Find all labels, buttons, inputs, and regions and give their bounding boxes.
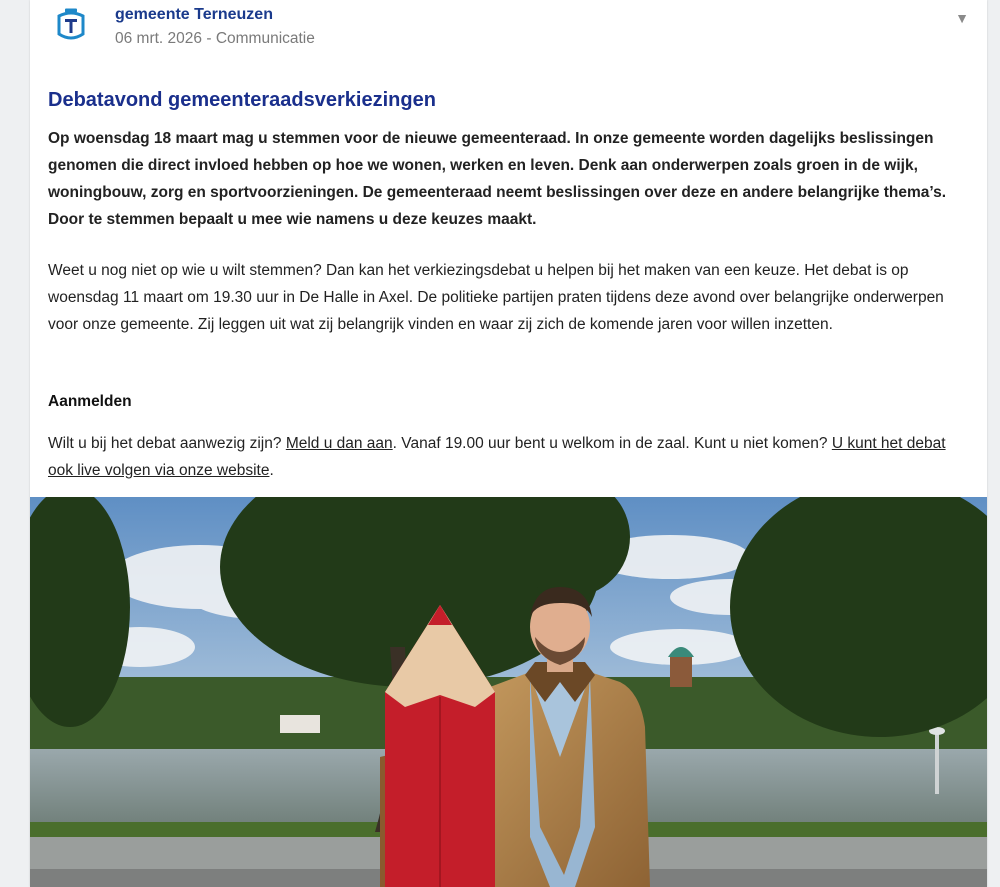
livestream-link[interactable]: U kunt het debat ook live volgen via onze website xyxy=(48,435,946,479)
post-meta xyxy=(115,30,315,48)
signup-paragraph xyxy=(48,430,968,484)
signup-text: Wilt u bij het debat aanwezig zijn? xyxy=(48,435,286,452)
post-category: Communicatie xyxy=(215,30,315,47)
terneuzen-logo-icon[interactable] xyxy=(56,8,86,44)
signup-text: . xyxy=(269,462,274,479)
article-body: Weet u nog niet op wie u wilt stemmen? Dan kan het verkiezingsdebat u helpen bij het maken van een keuze. Het debat is op woensdag 11 maart om 19.30 uur in De Halle in Axel. De politieke partijen praten tijdens deze avond over belangrijke onderwerpen voor onze gemeente. Zij leggen uit wat zij belangrijk vinden en waar zij zich de komende jaren voor willen inzetten. xyxy=(48,262,944,333)
signup-heading: Aanmelden xyxy=(48,393,132,410)
article-intro: Op woensdag 18 maart mag u stemmen voor de nieuwe gemeenteraad. In onze gemeente worden dagelijks beslissingen genomen die direct invloed hebben op hoe we wonen, werken en leven. Denk aan onderwerpen zoals groen in de wijk, woningbouw, zorg en sportvoorzieningen. De gemeenteraad neemt beslissingen over deze en andere belangrijke thema’s. Door te stemmen bepaalt u mee wie namens u deze keuzes maakt. xyxy=(48,130,947,228)
post-card xyxy=(30,0,987,887)
signup-text: . Vanaf 19.00 uur bent u welkom in de zaal. Kunt u niet komen? xyxy=(392,435,832,452)
post-header xyxy=(30,0,987,60)
post-date: 06 mrt. 2026 xyxy=(115,30,203,47)
signup-link[interactable]: Meld u dan aan xyxy=(285,435,393,452)
article-photo xyxy=(30,497,987,887)
caret-down-icon[interactable]: ▼ xyxy=(955,10,969,26)
meta-separator: - xyxy=(202,30,216,47)
article-title: Debatavond gemeenteraadsverkiezingen xyxy=(48,89,436,111)
organization-name[interactable]: gemeente Terneuzen xyxy=(115,6,273,23)
